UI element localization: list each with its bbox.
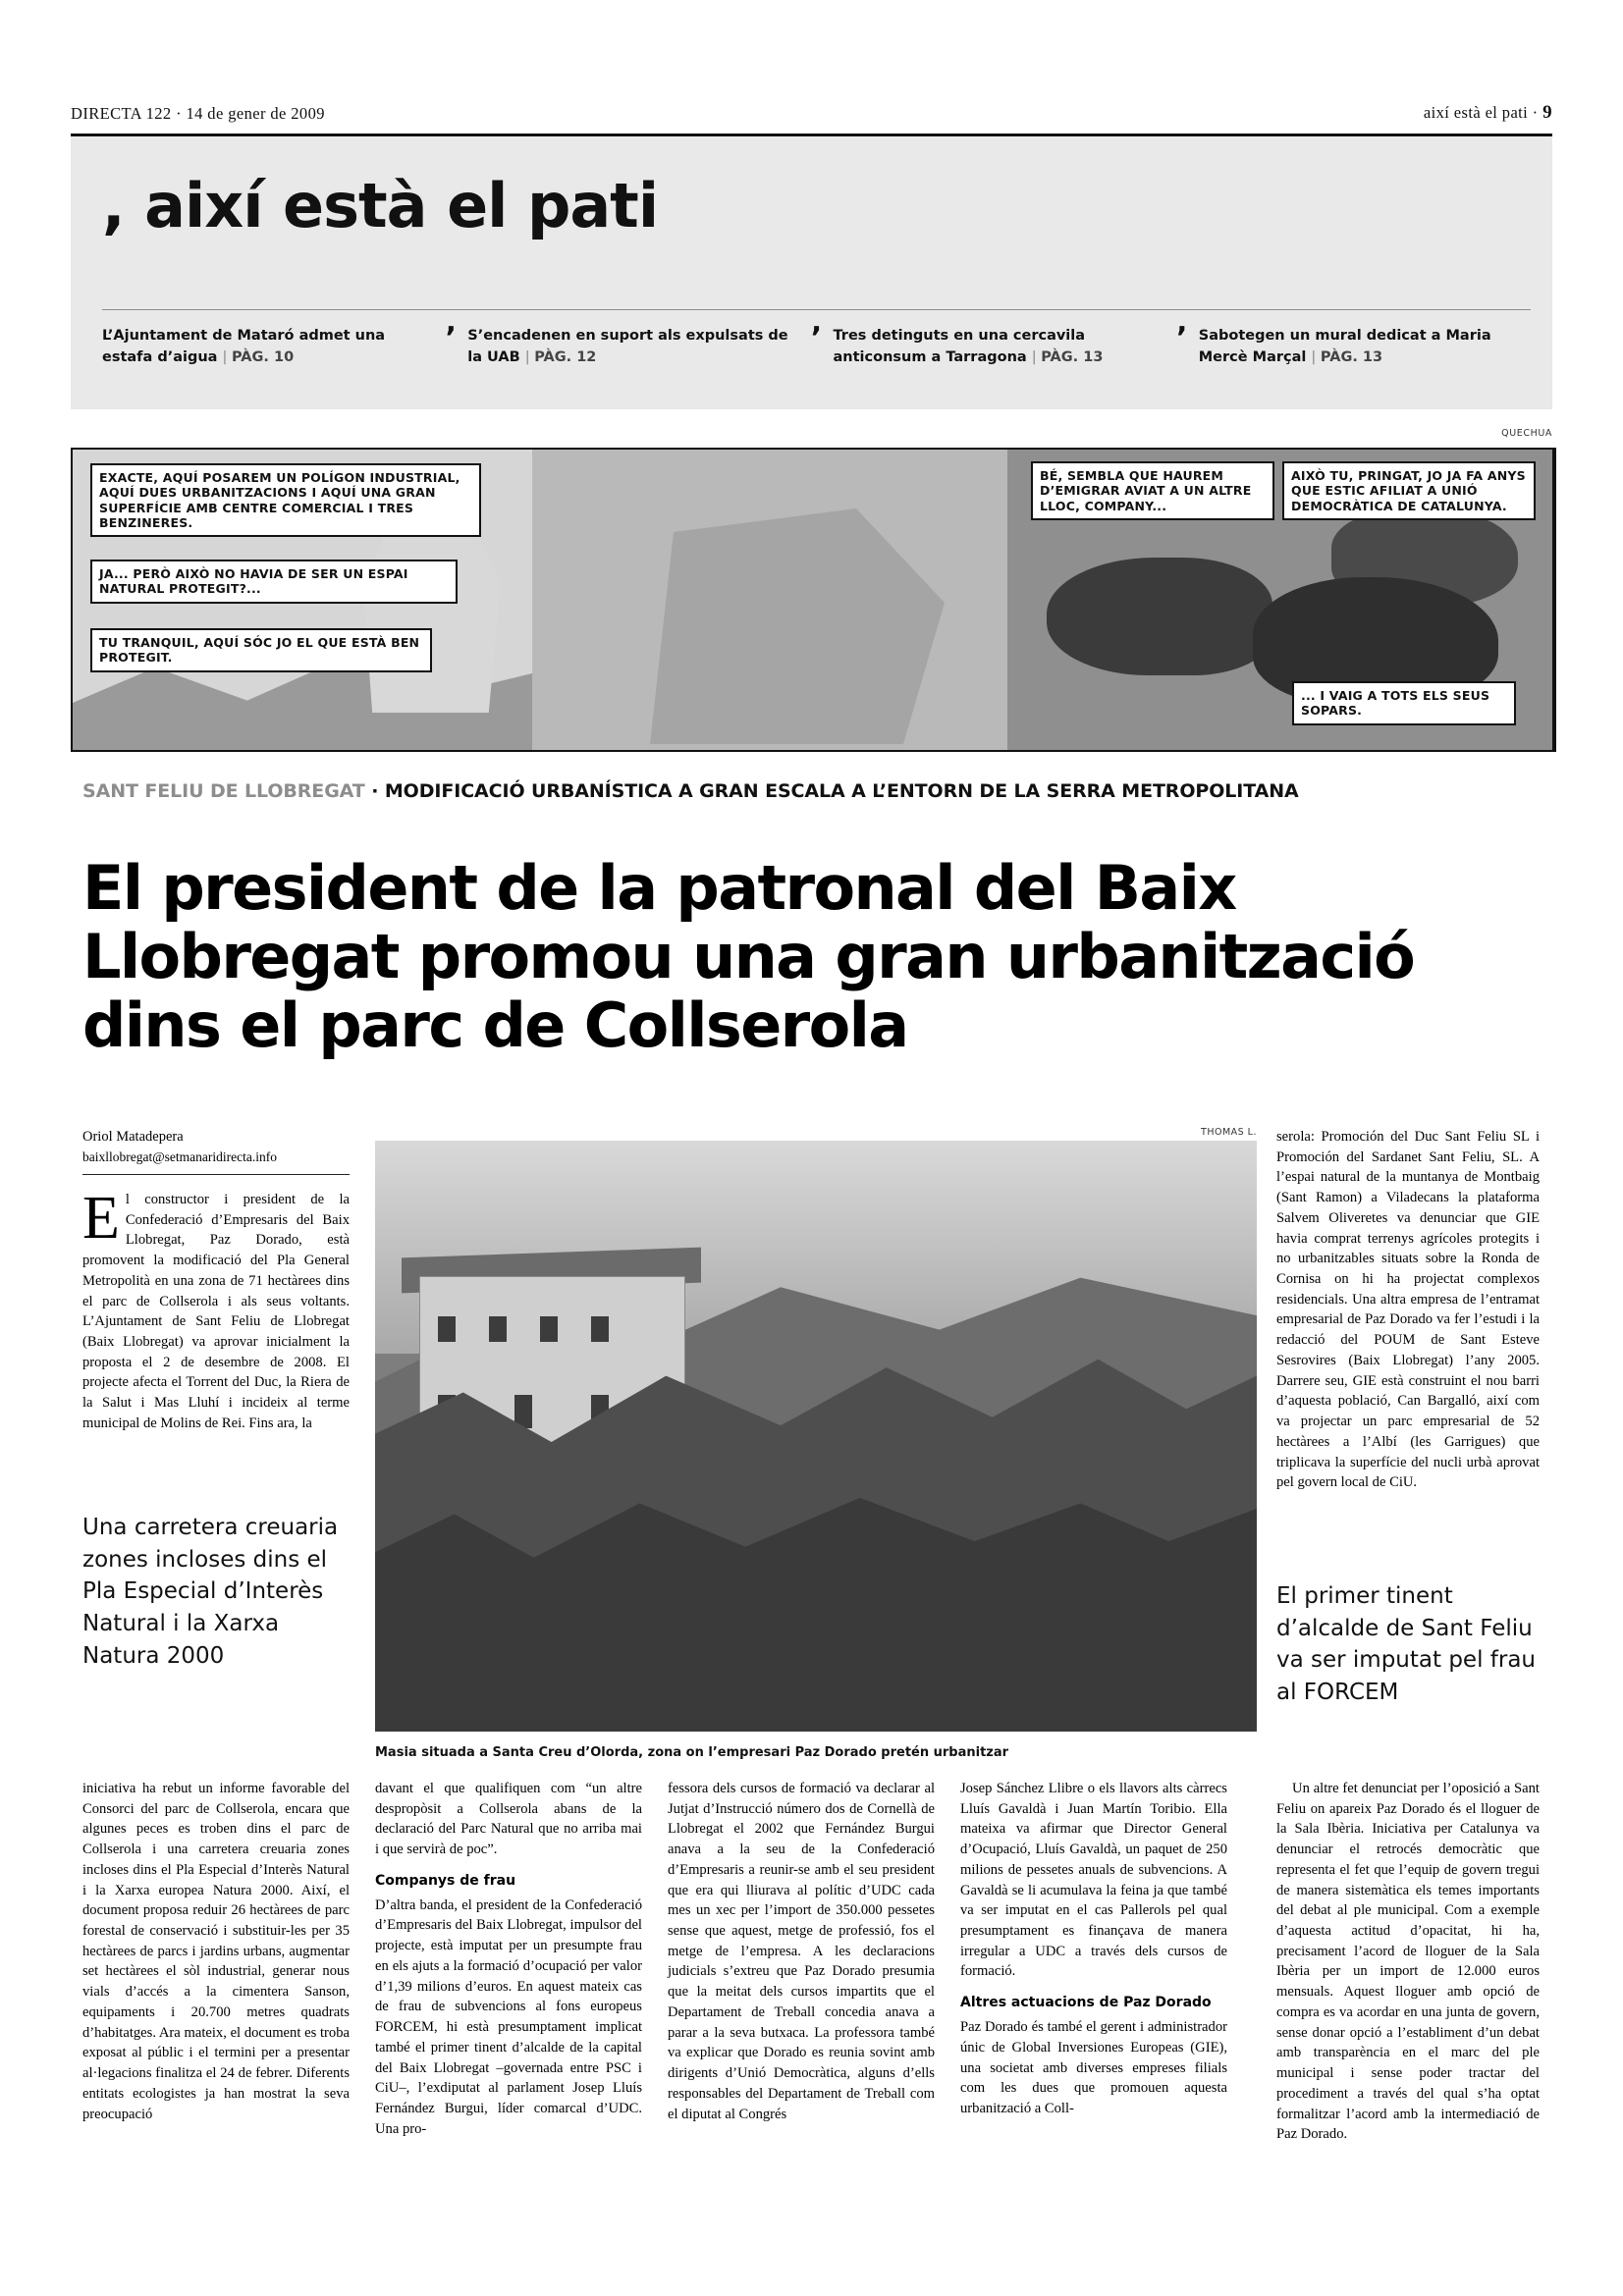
pull-quote-left: Una carretera creuaria zones incloses dins el Pla Especial d’Interès Natural i la Xarxa Natura 2000 bbox=[82, 1515, 339, 1669]
photo-credit: THOMAS L. bbox=[1201, 1127, 1257, 1138]
article-column-2 bbox=[375, 1779, 642, 2139]
teaser-bar: | bbox=[222, 349, 233, 366]
kicker-dot: · bbox=[364, 780, 385, 802]
running-head-left: DIRECTA 122 · 14 de gener de 2009 bbox=[71, 104, 325, 123]
comic-character-shape bbox=[650, 508, 945, 744]
running-head bbox=[71, 94, 1552, 124]
drop-cap: E bbox=[82, 1185, 120, 1252]
article-photo bbox=[375, 1141, 1257, 1732]
running-head-section: així està el pati · bbox=[1423, 103, 1539, 122]
teaser-item[interactable] bbox=[834, 325, 1165, 369]
teaser-pag-label: PÀG. bbox=[232, 349, 269, 366]
photo-window bbox=[540, 1316, 558, 1342]
teaser-separator: ’ bbox=[1176, 321, 1188, 355]
teaser-text: Tres detinguts en una cercavila anticonsum a Tarragona bbox=[833, 328, 1086, 366]
teaser-item[interactable] bbox=[1199, 325, 1531, 369]
article-headline: El president de la patronal del Baix Llobregat promou una gran urbanització dins el parc de Collserola bbox=[82, 851, 1415, 1061]
photo-window bbox=[438, 1316, 456, 1342]
column-3-text: fessora dels cursos de formació va declarar al Jutjat d’Instrucció número dos de Cornellà de Llobregat el 2002 que Fernández Burgui anava a la seu de la Confederació d’Empresaris a reunir-se amb el seu president que era qui lliurava al polític d’UDC cada mes un xec per l’import de 350.000 pessetes sense que aquest, metge de professió, fos el metge de l’empresa. A les declaracions judicials s’extreu que Paz Dorado presumia que la meitat dels cursos impartits que el Departament de Treball concedia anava a parar a la seva butxaca. La professora també va explicar que Dorado es reunia sovint amb dirigents d’Unió Democràtica, alguns d’ells responsables del Departament de Treball com el diputat al Congrés bbox=[668, 1781, 935, 2122]
teaser-bar: | bbox=[1311, 349, 1321, 366]
article-byline bbox=[82, 1127, 367, 1167]
comic-strip bbox=[71, 448, 1556, 752]
column-4-text-b: Paz Dorado és també el gerent i administrador únic de Global Inversiones Europeas (GIE), una societat amb diverses empreses filials com les dues que promouen aquesta urbanització a Coll- bbox=[960, 2019, 1227, 2116]
subheading-companys-de-frau: Companys de frau bbox=[375, 1872, 516, 1889]
photo-window bbox=[489, 1316, 507, 1342]
running-head-right bbox=[1424, 102, 1552, 124]
kicker-location: SANT FELIU DE LLOBREGAT bbox=[82, 780, 365, 802]
photo-window bbox=[591, 1316, 609, 1342]
comic-character-shape bbox=[357, 526, 507, 713]
subheading-altres-actuacions: Altres actuacions de Paz Dorado bbox=[960, 1995, 1212, 2011]
column-1-text: iniciativa ha rebut un informe favorable del Consorci del parc de Collserola, encara que algunes peces es troben dins el parc de Collserola i una carretera creuaria zones incloses dins el Pla Especial d’Interès Natural i la Xarxa europea Natura 2000. Així, el document proposa reduir 26 hectàrees de parc forestal de conservació i substituir-les per 35 hectàrees de parcs i jardins urbans, augmentar set hectàrees el sòl industrial, generar nous vials d’accés a la cimentera Sanson, equipaments i 20.700 metres quadrats d’habitatges. Ara mateix, el document es troba exposat al públic i el termini per a presentar al·legacions finalitza el 24 de febrer. Diferents entitats ecologistes ja han mostrat la seva preocupació bbox=[82, 1781, 350, 2122]
author-name: Oriol Matadepera bbox=[82, 1129, 184, 1145]
column-2-text-b: D’altra banda, el president de la Confederació d’Empresaris del Baix Llobregat, impulsor del projecte, està imputat per un presumpte frau en els ajuts a la formació d’ocupació per valor d’1,39 milions d’euros. En aquest mateix cas de frau de subvencions al fons europeus FORCEM, hi està presumptament implicat també el primer tinent d’alcalde de la capital del Baix Llobregat –governada entre PSC i CiU–, l’exdiputat al parlament Josep Lluís Fernández Burgui, líder comarcal d’UDC. Una pro- bbox=[375, 1896, 642, 2137]
comic-credit: QUECHUA bbox=[1501, 428, 1552, 439]
column-2-text-a: davant el que qualifiquen com “un altre despropòsit a Collserola abans de la declaració del Parc Natural que no arriba mai i que servirà de poc”. bbox=[375, 1781, 642, 1858]
teaser-pag-label: PÀG. bbox=[1041, 349, 1079, 366]
article-column-3 bbox=[668, 1779, 935, 2139]
article-intro-column bbox=[82, 1185, 350, 1434]
article-column-1 bbox=[82, 1779, 350, 2139]
teaser-text: Sabotegen un mural dedicat a Maria Mercè Marçal bbox=[1198, 328, 1491, 366]
author-email[interactable]: baixllobregat@setmanaridirecta.info bbox=[82, 1149, 277, 1165]
pull-quote-right: El primer tinent d’alcalde de Sant Feliu va ser imputat pel frau al FORCEM bbox=[1276, 1583, 1537, 1705]
teaser-separator: ’ bbox=[810, 321, 823, 355]
teaser-bar: | bbox=[1031, 349, 1042, 366]
teaser-separator: ’ bbox=[445, 321, 457, 355]
teaser-item[interactable] bbox=[467, 325, 799, 369]
speech-bubble: TU TRANQUIL, AQUÍ SÓC JO EL QUE ESTÀ BEN PROTEGIT. bbox=[90, 628, 432, 672]
intro-text: l constructor i president de la Confederació d’Empresaris del Baix Llobregat, Paz Dorado, està promovent la modificació del Pla General Metropolità en una zona de 71 hectàrees dins el parc de Collserola i als seus voltants. L’Ajuntament de Sant Feliu de Llobregat (Baix Llobregat) va aprovar inicialment la proposta el 2 de desembre de 2008. El projecte afecta el Torrent del Duc, la Riera de la Salut i Mas Lluhí i incideix al terme municipal de Molins de Rei. Fins ara, la bbox=[82, 1192, 350, 1431]
article-column-5-top: serola: Promoción del Duc Sant Feliu SL i Promoción del Sardanet Sant Feliu, SL. A l’espai natural de la muntanya de Montbaig (Sant Ramon) a Viladecans la plataforma Salvem Oliveretes va denunciar que GIE havia comprat terrenys agrícoles protegits i no urbanitzables situats sobre la Ronda de Cornisa on hi ha projectat complexos residencials. Una altra empresa de l’entramat empresarial de Paz Dorado va fer l’estudi i la redacció del POUM de Sant Esteve Sesrovires (Baix Llobregat) l’any 2005. Darrere seu, GIE està construint el nou barri d’aquesta població, Can Bargalló, així com va projectar un parc empresarial de 52 hectàrees a l’Albí (les Garrigues) que triplicava la superfície del nucli urbà aprovat pel govern local de CiU. bbox=[1276, 1129, 1540, 1491]
teaser-text: S’encadenen en suport als expulsats de la UAB bbox=[467, 328, 788, 366]
byline-divider bbox=[82, 1174, 350, 1175]
teaser-pag-label: PÀG. bbox=[534, 349, 572, 366]
teaser-list bbox=[102, 321, 1531, 369]
comic-panel-1 bbox=[73, 450, 534, 750]
teaser-pag: 12 bbox=[576, 349, 597, 366]
speech-bubble: JA... PERÒ AIXÒ NO HAVIA DE SER UN ESPAI NATURAL PROTEGIT?... bbox=[90, 560, 458, 604]
article-body-columns bbox=[82, 1779, 1249, 2139]
comic-panel-2 bbox=[532, 450, 1009, 750]
article-kicker bbox=[82, 780, 1536, 802]
column-4-text-a: Josep Sánchez Llibre o els llavors alts càrrecs Lluís Gavaldà i Juan Martín Toribio. Ella mateixa va afirmar que Director General d’Ocupació, Lluís Gavaldà, un paquet de 250 milions de pessetes anuals de subvencions. A Gavaldà se li acumulava la feina ja que també va ser imputat en el cas Pallerols pel qual presumptament es finançava de manera irregular a UDC a través dels cursos de formació. bbox=[960, 1781, 1227, 1980]
comic-boar-shape bbox=[1047, 558, 1272, 675]
speech-bubble: ... I VAIG A TOTS ELS SEUS SOPARS. bbox=[1292, 681, 1516, 725]
section-banner bbox=[71, 133, 1552, 409]
kicker-subject: MODIFICACIÓ URBANÍSTICA A GRAN ESCALA A L’ENTORN DE LA SERRA METROPOLITANA bbox=[384, 780, 1299, 802]
article-column-5-bottom: Un altre fet denunciat per l’oposició a Sant Feliu on apareix Paz Dorado és el lloguer de la Sala Ibèria. Iniciativa per Catalunya va denunciar el retrocés democràtic que representa el fet que l’equip de govern tregui de manera sistemàtica els temes importants del debat al ple municipal. Com a exemple d’aquesta actitud d’opacitat, hi ha, precisament l’acord de lloguer de la Sala Ibèria per un import de 12.000 euros mensuals. Aquest lloguer amb opció de compra es va acordar en una junta de govern, sense donar opció a l’establiment d’un debat amb transparència en el marc del ple municipal i sense poder tractar del procediment a través del qual s’ha optat formalitzar l’acord amb la intermediació de Paz Dorado. bbox=[1276, 1781, 1540, 2143]
comic-panel-3 bbox=[1007, 450, 1554, 750]
teaser-pag: 13 bbox=[1362, 349, 1383, 366]
speech-bubble: AIXÒ TU, PRINGAT, JO JA FA ANYS QUE ESTIC AFILIAT A UNIÓ DEMOCRÀTICA DE CATALUNYA. bbox=[1282, 461, 1536, 520]
teaser-pag: 13 bbox=[1083, 349, 1104, 366]
teaser-pag-label: PÀG. bbox=[1320, 349, 1358, 366]
speech-bubble: EXACTE, AQUÍ POSAREM UN POLÍGON INDUSTRIAL, AQUÍ DUES URBANITZACIONS I AQUÍ UNA GRAN SUPERFÍCIE AMB CENTRE COMERCIAL I TRES BENZINERES. bbox=[90, 463, 481, 537]
page-number: 9 bbox=[1542, 102, 1552, 123]
article-column-4 bbox=[960, 1779, 1227, 2139]
photo-caption: Masia situada a Santa Creu d’Olorda, zona on l’empresari Paz Dorado pretén urbanitzar bbox=[375, 1745, 1009, 1760]
teaser-text: L’Ajuntament de Mataró admet una estafa d’aigua bbox=[102, 328, 386, 366]
section-title: , així està el pati bbox=[102, 170, 659, 241]
banner-divider bbox=[102, 309, 1531, 310]
teaser-pag: 10 bbox=[274, 349, 295, 366]
speech-bubble: BÉ, SEMBLA QUE HAUREM D’EMIGRAR AVIAT A UN ALTRE LLOC, COMPANY... bbox=[1031, 461, 1274, 520]
teaser-bar: | bbox=[524, 349, 535, 366]
teaser-item[interactable] bbox=[102, 325, 434, 369]
